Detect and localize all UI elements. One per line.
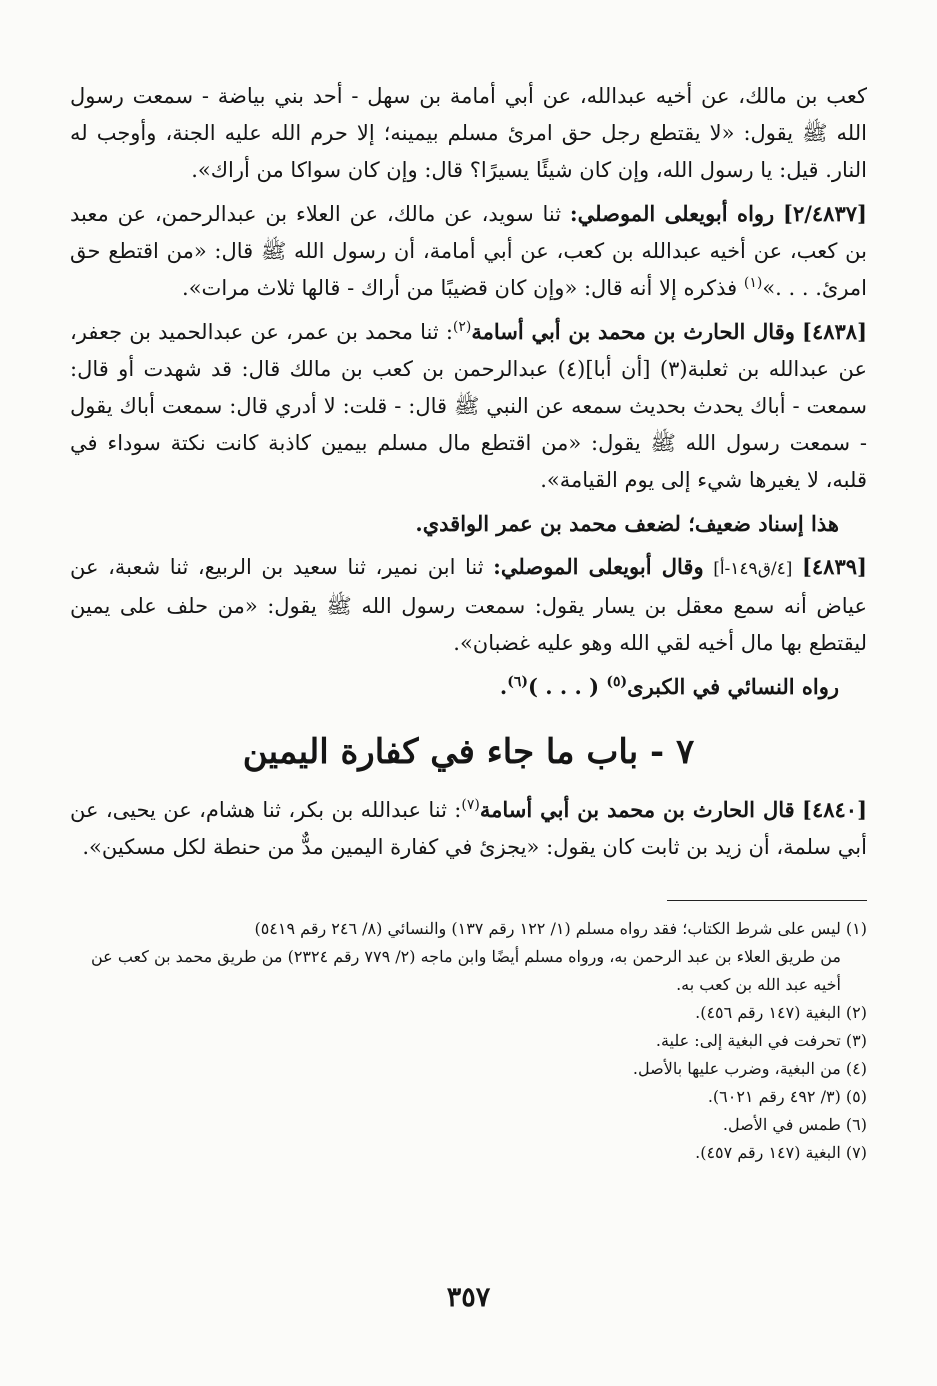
- hadith-number: [٤٨٣٨]: [802, 319, 867, 344]
- manuscript-location: [٤/ق١٤٩-أ]: [713, 559, 793, 579]
- hadith-text: كعب بن مالك، عن أخيه عبدالله، عن أبي أمامة بن سهل - أحد بني بياضة - سمعت رسول الله ﷺ يقول: «لا يقتطع رجل حق امرئ مسلم بيمينه؛ إلا حرم الله عليه الجنة، وأوجب له النار. قيل: يا رسول الله، وإن كان شيئًا يسيرًا؟ قال: وإن كان سواكا من أراك».: [70, 84, 867, 182]
- page-number: ٣٥٧: [446, 1282, 491, 1313]
- footnote-ref: (٢): [452, 319, 472, 335]
- footnote-ref: (٥): [606, 674, 628, 690]
- hadith-text: ثنا ابن نمير، ثنا سعيد بن الربيع، ثنا شعبة، عن عياض أنه سمع معقل بن يسار يقول: سمعت رسول الله ﷺ يقول: «من حلف على يمين ليقتطع بها مال أخيه لقي الله وهو عليه غضبان».: [70, 555, 867, 655]
- hadith-number: [٤٨٤٠]: [802, 797, 867, 822]
- footnote: (٦) طمس في الأصل.: [722, 1115, 867, 1134]
- source-note: [70, 668, 839, 705]
- source-note-end: .: [499, 674, 508, 699]
- footnote: (٣) تحرفت في البغية إلى: علية.: [655, 1031, 867, 1050]
- hadith-paragraph: [70, 78, 867, 189]
- hadith-paragraph-4840: [70, 791, 867, 866]
- footnote: (٥) (٣/ ٤٩٢ رقم ٦٠٢١).: [707, 1087, 867, 1106]
- hadith-number: [٤٨٣٩]: [801, 554, 867, 579]
- hadith-number: [٢/٤٨٣٧]: [783, 201, 867, 226]
- hadith-paragraph-4839: [70, 548, 867, 662]
- footnote-ref: (٦): [507, 674, 528, 690]
- footnote: (٢) البغية (١٤٧ رقم ٤٥٦).: [695, 1003, 867, 1022]
- hadith-text-tail: فذكره إلا أنه قال: «وإن كان قضيبًا من أراك - قالها ثلاث مرات».: [182, 276, 744, 300]
- footnote-ref: (٧): [461, 797, 480, 813]
- hadith-source: قال الحارث بن محمد بن أبي أسامة: [479, 797, 795, 822]
- hadith-source: رواه أبويعلى الموصلي:: [569, 201, 775, 226]
- footnote-continuation: من طريق العلاء بن عبد الرحمن به، ورواه مسلم أيضًا وابن ماجه (٢/ ٧٧٩ رقم ٢٣٢٤) من طريق محمد بن كعب عن أخيه عبد الله بن كعب به.: [91, 947, 841, 994]
- footnote: (٤) من البغية، وضرب عليها بالأصل.: [632, 1059, 867, 1078]
- hadith-source: وقال أبويعلى الموصلي:: [493, 554, 704, 579]
- hadith-paragraph-4838: [70, 313, 867, 499]
- hadith-paragraph-4837: [70, 195, 867, 307]
- source-note-text: رواه النسائي في الكبرى: [627, 674, 839, 699]
- hadith-text: : ثنا عبدالله بن بكر، ثنا هشام، عن يحيى، عن أبي سلمة، أن زيد بن ثابت كان يقول: «يجزئ في كفارة اليمين مدٌّ من حنطة لكل مسكين».: [70, 798, 867, 859]
- isnad-note: هذا إسناد ضعيف؛ لضعف محمد بن عمر الواقدي.: [415, 511, 839, 536]
- hadith-source: وقال الحارث بن محمد بن أبي أسامة: [471, 319, 795, 344]
- footnote: (١) ليس على شرط الكتاب؛ فقد رواه مسلم (١/ ١٢٢ رقم ١٣٧) والنسائي (٨/ ٢٤٦ رقم ٥٤١٩): [254, 919, 867, 938]
- footnote-ref: (١): [743, 275, 763, 291]
- footnote-separator: [667, 900, 867, 901]
- hadith-text: : ثنا محمد بن عمر، عن عبدالحميد بن جعفر، عن عبدالله بن ثعلبة(٣) [أن أبا](٤) عبدالرحمن بن كعب بن مالك قال: قد شهدت أو قال: سمعت - أباك يحدث بحديث سمعه عن النبي ﷺ قال: - قلت: لا أدري قال: سمعت أباك يقول - سمعت رسول الله ﷺ يقول: «من اقتطع مال مسلم بيمين كاذبة كانت نكتة سوداء في قلبه، لا يغيرها شيء إلى يوم القيامة».: [70, 320, 867, 492]
- chapter-title: ٧ - باب ما جاء في كفارة اليمين: [242, 732, 695, 772]
- footnotes: [70, 915, 867, 1167]
- source-note-middle: ( . . . ): [528, 674, 607, 699]
- footnote: (٧) البغية (١٤٧ رقم ٤٥٧).: [695, 1143, 867, 1162]
- hadith-text: ثنا سويد، عن مالك، عن العلاء بن عبدالرحمن، عن معبد بن كعب، عن أخيه عبدالله بن كعب، عن أبي أمامة، أن رسول الله ﷺ قال: «من اقتطع حق امرئ. . . .»: [70, 202, 867, 300]
